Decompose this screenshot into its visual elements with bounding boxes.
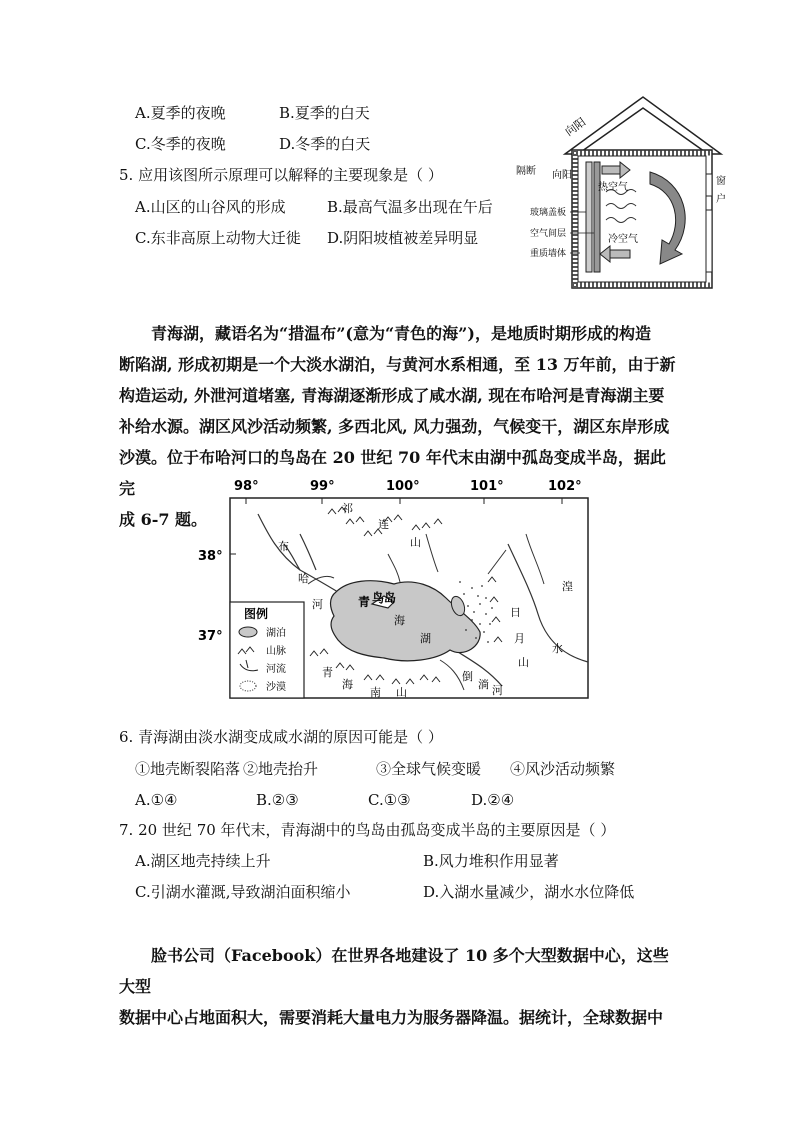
q6-item-3: ③全球气候变暖 [376, 760, 482, 778]
q6-option-b: B.②③ [256, 791, 299, 809]
passage-line: 成 6-7 题。 [119, 510, 208, 529]
passage-line: 沙漠。位于布哈河口的鸟岛在 20 世纪 70 年代末由湖中孤岛变成半岛，据此完 [119, 448, 666, 498]
qinghai-map [188, 474, 598, 702]
passage-line: 断陷湖, 形成初期是一个大淡水湖泊，与黄河水系相通，至 13 万年前，由于新 [119, 355, 676, 374]
air-layer-label: 空气间层 [530, 229, 567, 239]
map-label-shan3: 山 [396, 686, 407, 699]
map-label-shui: 水 [552, 642, 563, 655]
lon-label: 98° [234, 479, 259, 494]
q6-option-d: D.②④ [471, 791, 515, 809]
q6-item-4: ④风沙活动频繁 [510, 760, 616, 778]
legend-river: 河流 [266, 664, 286, 675]
passage-line: 青海湖，藏语名为“措温布”(意为“青色的海”)，是地质时期形成的构造 [151, 324, 651, 343]
lat-label: 37° [198, 629, 223, 644]
map-label-tang: 淌 [478, 678, 489, 691]
hot-air-label: 热空气 [598, 182, 628, 193]
passage-line: 脸书公司（Facebook）在世界各地建设了 10 多个大型数据中心，这些大型 [119, 946, 669, 996]
map-label-niao-dao: 鸟岛 [372, 591, 397, 605]
q6-option-c: C.①③ [368, 791, 411, 809]
lon-label: 102° [548, 479, 582, 494]
window-label-1: 窗 [716, 176, 726, 187]
q6-stem: 6. 青海湖由淡水湖变成咸水湖的原因可能是（ ） [119, 728, 443, 746]
window-label-2: 户 [716, 194, 726, 205]
q6-item-2: ②地壳抬升 [243, 760, 319, 778]
map-label-ha: 哈 [298, 572, 309, 585]
map-label-shan: 山 [410, 536, 421, 549]
q7-stem: 7. 20 世纪 70 年代末，青海湖中的鸟岛由孤岛变成半岛的主要原因是（ ） [119, 821, 616, 839]
q7-option-d: D.入湖水量减少，湖水水位降低 [423, 883, 635, 901]
legend-desert: 沙漠 [266, 682, 286, 693]
passage-line: 构造运动, 外泄河道堵塞, 青海湖逐渐形成了咸水湖, 现在布哈河是青海湖主要 [119, 386, 665, 405]
map-label-qi: 祁 [342, 502, 353, 515]
map-label-huang: 湟 [562, 580, 573, 593]
q7-option-b: B.风力堆积作用显著 [423, 852, 559, 870]
q5-option-d: D.阴阳坡植被差异明显 [327, 229, 479, 247]
map-label-shan2: 山 [518, 656, 529, 669]
q6-item-1: ①地壳断裂陷落 [135, 760, 241, 778]
q6-option-a: A.①④ [135, 791, 178, 809]
q5-option-c: C.东非高原上动物大迁徙 [135, 229, 301, 247]
passage-line: 补给水源。湖区风沙活动频繁, 多西北风, 风力强劲，气候变干，湖区东岸形成 [119, 417, 670, 436]
legend-desert-icon [240, 681, 256, 691]
q7-option-a: A.湖区地壳持续上升 [135, 852, 271, 870]
inner-sunny-label: 向阳 [552, 170, 572, 181]
map-label-bu: 布 [278, 540, 289, 553]
map-label-hai2: 海 [342, 678, 353, 691]
map-label-hai: 海 [394, 614, 405, 627]
q4-option-a: A.夏季的夜晚 [135, 104, 226, 122]
lon-label: 101° [470, 479, 504, 494]
map-label-he2: 河 [492, 684, 503, 697]
q7-option-c: C.引湖水灌溉,导致湖泊面积缩小 [135, 883, 351, 901]
map-label-ri: 日 [510, 606, 521, 619]
lat-label: 38° [198, 549, 223, 564]
wall-label: 重质墙体 [530, 249, 567, 259]
partition-label: 隔断 [516, 166, 536, 177]
lon-label: 100° [386, 479, 420, 494]
lon-label: 99° [310, 479, 335, 494]
q4-option-b: B.夏季的白天 [279, 104, 370, 122]
cold-air-label: 冷空气 [608, 234, 638, 245]
q5-option-b: B.最高气温多出现在午后 [327, 198, 493, 216]
q5-option-a: A.山区的山谷风的形成 [135, 198, 286, 216]
q4-option-c: C.冬季的夜晚 [135, 135, 226, 153]
map-label-qing2: 青 [322, 666, 333, 679]
map-label-qing: 青 [358, 595, 371, 609]
roof-label: 向阳 [562, 115, 589, 139]
legend-lake-icon [239, 627, 257, 637]
legend-title: 图例 [244, 607, 269, 621]
map-label-nan: 南 [370, 686, 381, 699]
q4-option-d: D.冬季的白天 [279, 135, 371, 153]
passage-line: 数据中心占地面积大，需要消耗大量电力为服务器降温。据统计，全球数据中 [119, 1008, 664, 1027]
map-label-yue: 月 [514, 632, 525, 645]
map-label-hu: 湖 [420, 632, 431, 645]
glass-label: 玻璃盖板 [530, 208, 567, 218]
map-label-lian: 连 [378, 518, 389, 531]
q5-stem: 5. 应用该图所示原理可以解释的主要现象是（ ） [119, 166, 443, 184]
legend-lake: 湖泊 [266, 628, 286, 639]
legend-mountain: 山脉 [266, 646, 286, 657]
map-label-he: 河 [312, 598, 323, 611]
passage-facebook [119, 940, 679, 1033]
house-diagram [510, 92, 730, 292]
map-label-dao: 倒 [462, 670, 473, 683]
